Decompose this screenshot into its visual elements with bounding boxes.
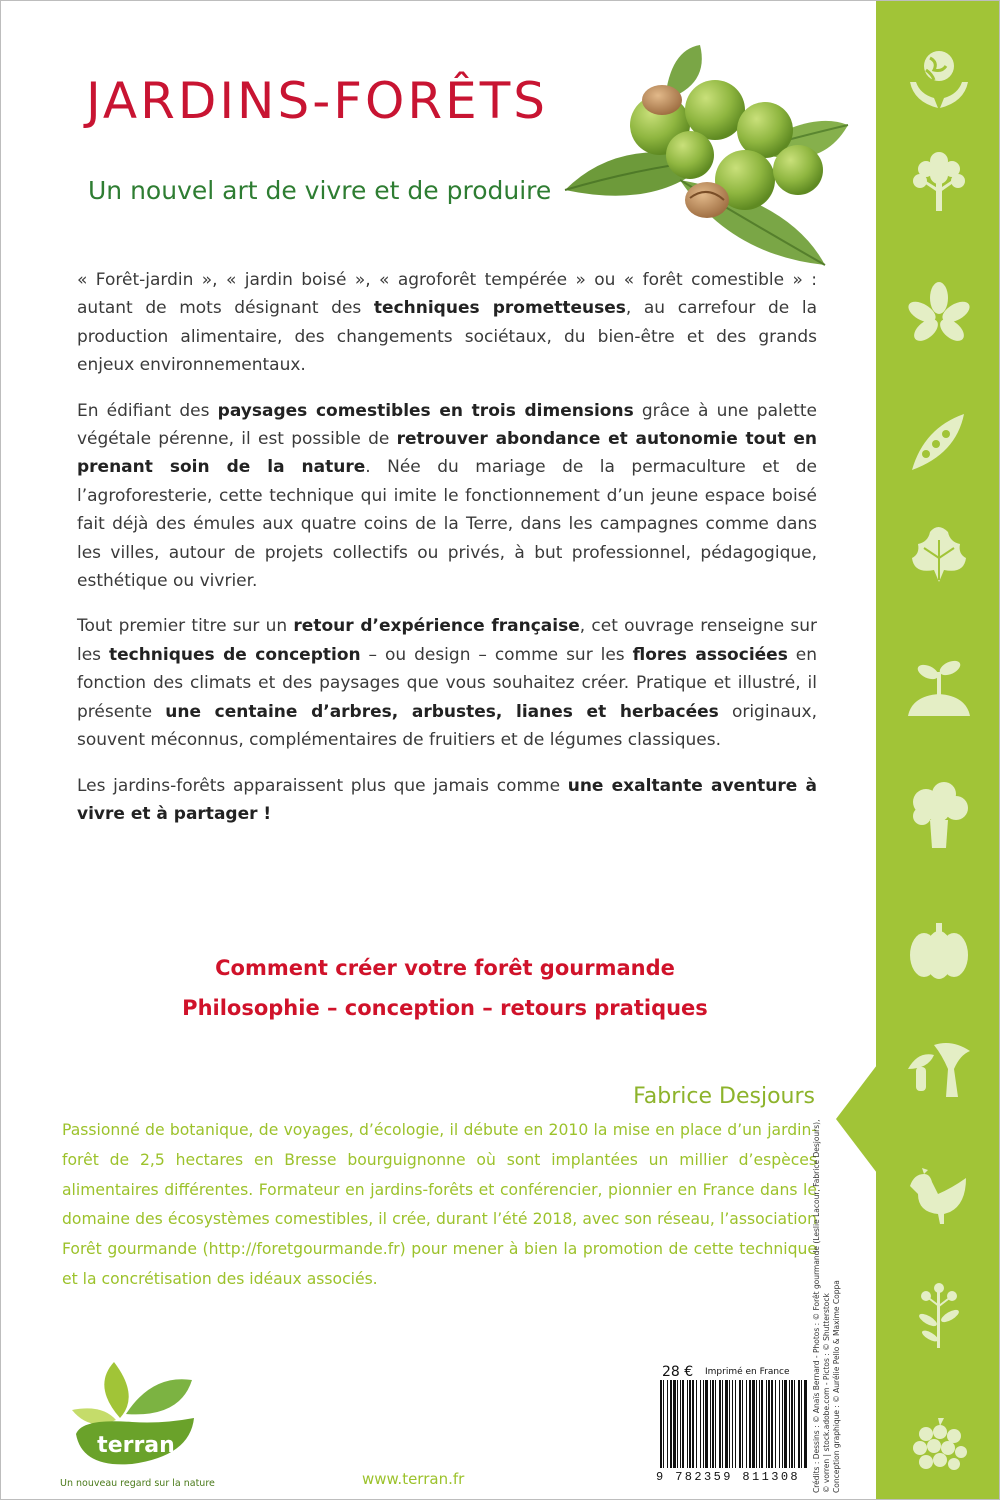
pumpkin-icon <box>904 915 974 985</box>
publisher-tagline: Un nouveau regard sur la nature <box>60 1478 215 1489</box>
credits-line-3: Conception graphique : © Aurélie Pello & Maxime Coppa <box>832 1280 841 1493</box>
icon-sidebar <box>876 0 1000 1500</box>
chicken-icon <box>904 1160 974 1230</box>
credits-text <box>812 1119 842 1493</box>
isbn-barcode <box>658 1380 808 1468</box>
seedling-soil-icon <box>904 650 974 720</box>
price-label: 28 € <box>662 1364 694 1380</box>
walnut-photo <box>550 40 850 270</box>
chestnut-leaf-icon <box>904 280 974 350</box>
paragraph-intro: « Forêt-jardin », « jardin boisé », « agroforêt tempérée » ou « forêt comestible » : autant de mots désignant des techniques prometteuses, au carrefour de la production alimentaire, des changements sociétaux, du bien-être et des grands enjeux environnementaux. <box>77 270 818 376</box>
description-text <box>77 266 817 845</box>
paragraph-landscapes: En édifiant des paysages comestibles en trois dimensions grâce à une palette végétale pérenne, il est possible de retrouver abondance et autonomie tout en prenant soin de la nature. Née du mariage de la permaculture et de l’agroforesterie, cette technique qui imite le fonctionnement d’un jeune espace boisé fait déjà des émules aux quatre coins de la Terre, dans les campagnes comme dans les villes, autour de projets collectifs ou privés, à but professionnel, pédagogique, esthétique ou vivrier. <box>77 400 817 592</box>
author-bio: Passionné de botanique, de voyages, d’écologie, il débute en 2010 la mise en place d’un jardin-forêt de 2,5 hectares en Bresse bourguignonne où sont implantées un millier d’espèces alimentaires différentes. Formateur en jardins-forêts et conférencier, pionnier en France dans le domaine des écosystèmes comestibles, il crée, durant l’été 2018, avec son réseau, l’association Forêt gourmande (http://foretgourmande.fr) pour mener à bien la promotion de cette technique et la concrétisation des idéaux associés. <box>62 1121 817 1288</box>
credits-line-2: © vorren | stock.adobe.com - Pictos : © Shutterstock <box>822 1293 831 1493</box>
globe-hands-icon <box>904 42 974 112</box>
logo-text: terran <box>97 1433 175 1458</box>
terran-logo <box>62 1356 222 1486</box>
callout-line-2: Philosophie – conception – retours pratiques <box>182 996 708 1020</box>
paragraph-conclusion: Les jardins-forêts apparaissent plus que jamais comme une exaltante aventure à vivre et à partager ! <box>77 775 817 824</box>
pea-pod-icon <box>904 408 974 478</box>
mushroom-icon <box>904 1035 974 1105</box>
berries-icon <box>904 1410 974 1480</box>
sidebar-notch <box>836 1065 877 1173</box>
broccoli-icon <box>904 780 974 850</box>
publisher-website[interactable]: www.terran.fr <box>362 1470 465 1488</box>
author-name: Fabrice Desjours <box>633 1084 815 1109</box>
fig-leaf-icon <box>904 518 974 588</box>
flowering-plant-icon <box>904 1280 974 1350</box>
printed-in-label: Imprimé en France <box>705 1367 790 1377</box>
paragraph-content: Tout premier titre sur un retour d’expérience française, cet ouvrage renseigne sur les techniques de conception – ou design – comme sur les flores associées en fonction des climats et des paysages que vous souhaitez créer. Pratique et illustré, il présente une centaine d’arbres, arbustes, lianes et herbacées originaux, souvent méconnus, complémentaires de fruitiers et de légumes classiques. <box>77 616 818 751</box>
isbn-number: 9 782359 811308 <box>656 1470 801 1484</box>
book-title: JARDINS-FORÊTS <box>86 72 548 130</box>
credits-line-1: Crédits : Dessins : © Anaïs Bernard - Photos : © Forêt gourmande (Leslie Lacour, Fabrice Desjours), <box>812 1119 821 1493</box>
book-subtitle: Un nouvel art de vivre et de produire <box>88 176 552 205</box>
tree-icon <box>904 145 974 215</box>
callout-line-1: Comment créer votre forêt gourmande <box>215 956 675 980</box>
